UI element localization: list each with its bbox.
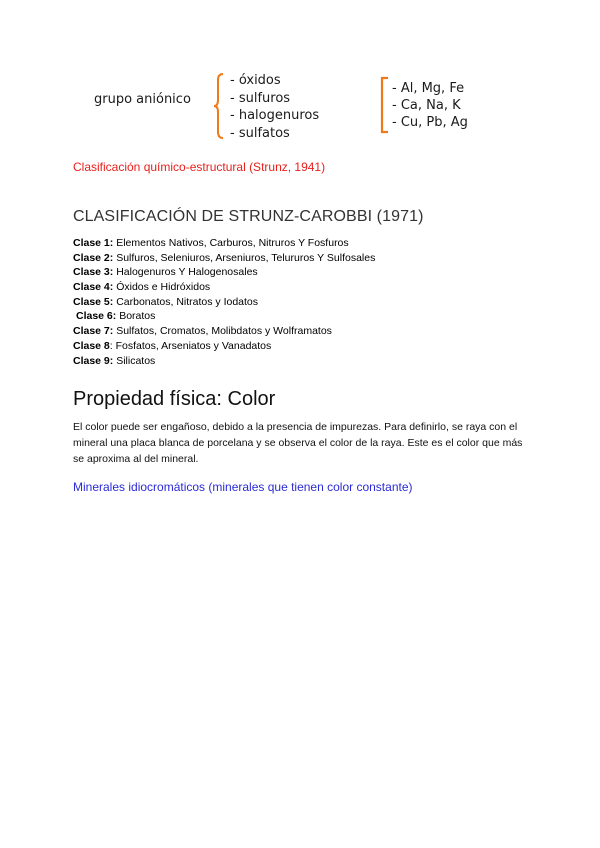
class-description: Carbonatos, Nitratos y Iodatos (113, 295, 259, 308)
cation-item: - Ca, Na, K (392, 98, 461, 113)
class-description: Halogenuros Y Halogenosales (113, 266, 258, 279)
class-item (73, 251, 375, 266)
class-description: Sulfatos, Cromatos, Molibdatos y Wolframatos (113, 325, 332, 338)
figure-caption: Clasificación químico-estructural (Strunz, 1941) (73, 160, 326, 174)
anion-group-list (230, 72, 319, 142)
class-description: Boratos (116, 310, 156, 323)
class-list (73, 236, 375, 368)
class-description: Sulfuros, Seleniuros, Arseniuros, Telururos Y Sulfosales (113, 251, 376, 264)
class-item (73, 280, 375, 295)
anion-item: - halogenuros (230, 108, 320, 123)
class-item (73, 309, 375, 324)
color-paragraph: El color puede ser engañoso, debido a la presencia de impurezas. Para definirlo, se raya con el mineral una placa blanca de porcelana y se observa el color de la raya. Este es el color que más se aproxima al del mineral. (73, 421, 523, 465)
class-label: Clase 2: (73, 251, 114, 264)
anion-item: - sulfuros (230, 90, 291, 106)
anionic-group-figure (0, 0, 600, 150)
cation-bracket-icon (378, 76, 390, 134)
class-item (73, 324, 375, 339)
section-heading-strunz: CLASIFICACIÓN DE STRUNZ-CAROBBI (1971) (73, 208, 424, 225)
class-item (73, 236, 375, 251)
class-item (73, 339, 375, 354)
class-label: Clase 4: (73, 281, 114, 294)
anion-item: - sulfatos (230, 125, 290, 141)
class-description: : Fosfatos, Arseniatos y Vanadatos (109, 339, 272, 352)
anion-item: - óxidos (230, 73, 281, 88)
group-label: grupo aniónico (94, 92, 191, 107)
class-label: Clase 3: (73, 266, 114, 279)
class-label: Clase 1: (73, 237, 114, 249)
class-label: Clase 7: (73, 325, 114, 338)
section-heading-color: Propiedad física: Color (73, 388, 276, 410)
class-description: Óxidos e Hidróxidos (113, 281, 211, 294)
class-item (73, 354, 375, 369)
class-label: Clase 9: (73, 354, 114, 367)
class-description: Silicatos (113, 354, 156, 367)
class-label: Clase 6: (76, 310, 117, 323)
cation-item: - Al, Mg, Fe (392, 81, 465, 96)
class-label: Clase 5: (73, 295, 114, 308)
idiochromatic-subheading: Minerales idiocromáticos (minerales que tienen color constante) (73, 480, 413, 494)
class-item (73, 265, 375, 280)
left-brace-icon (212, 72, 226, 140)
class-label: Clase 8 (73, 339, 110, 352)
cation-item: - Cu, Pb, Ag (392, 115, 468, 130)
class-item (73, 295, 375, 310)
cation-group-list (392, 80, 468, 131)
class-description: Elementos Nativos, Carburos, Nitruros Y Fosfuros (113, 237, 349, 249)
